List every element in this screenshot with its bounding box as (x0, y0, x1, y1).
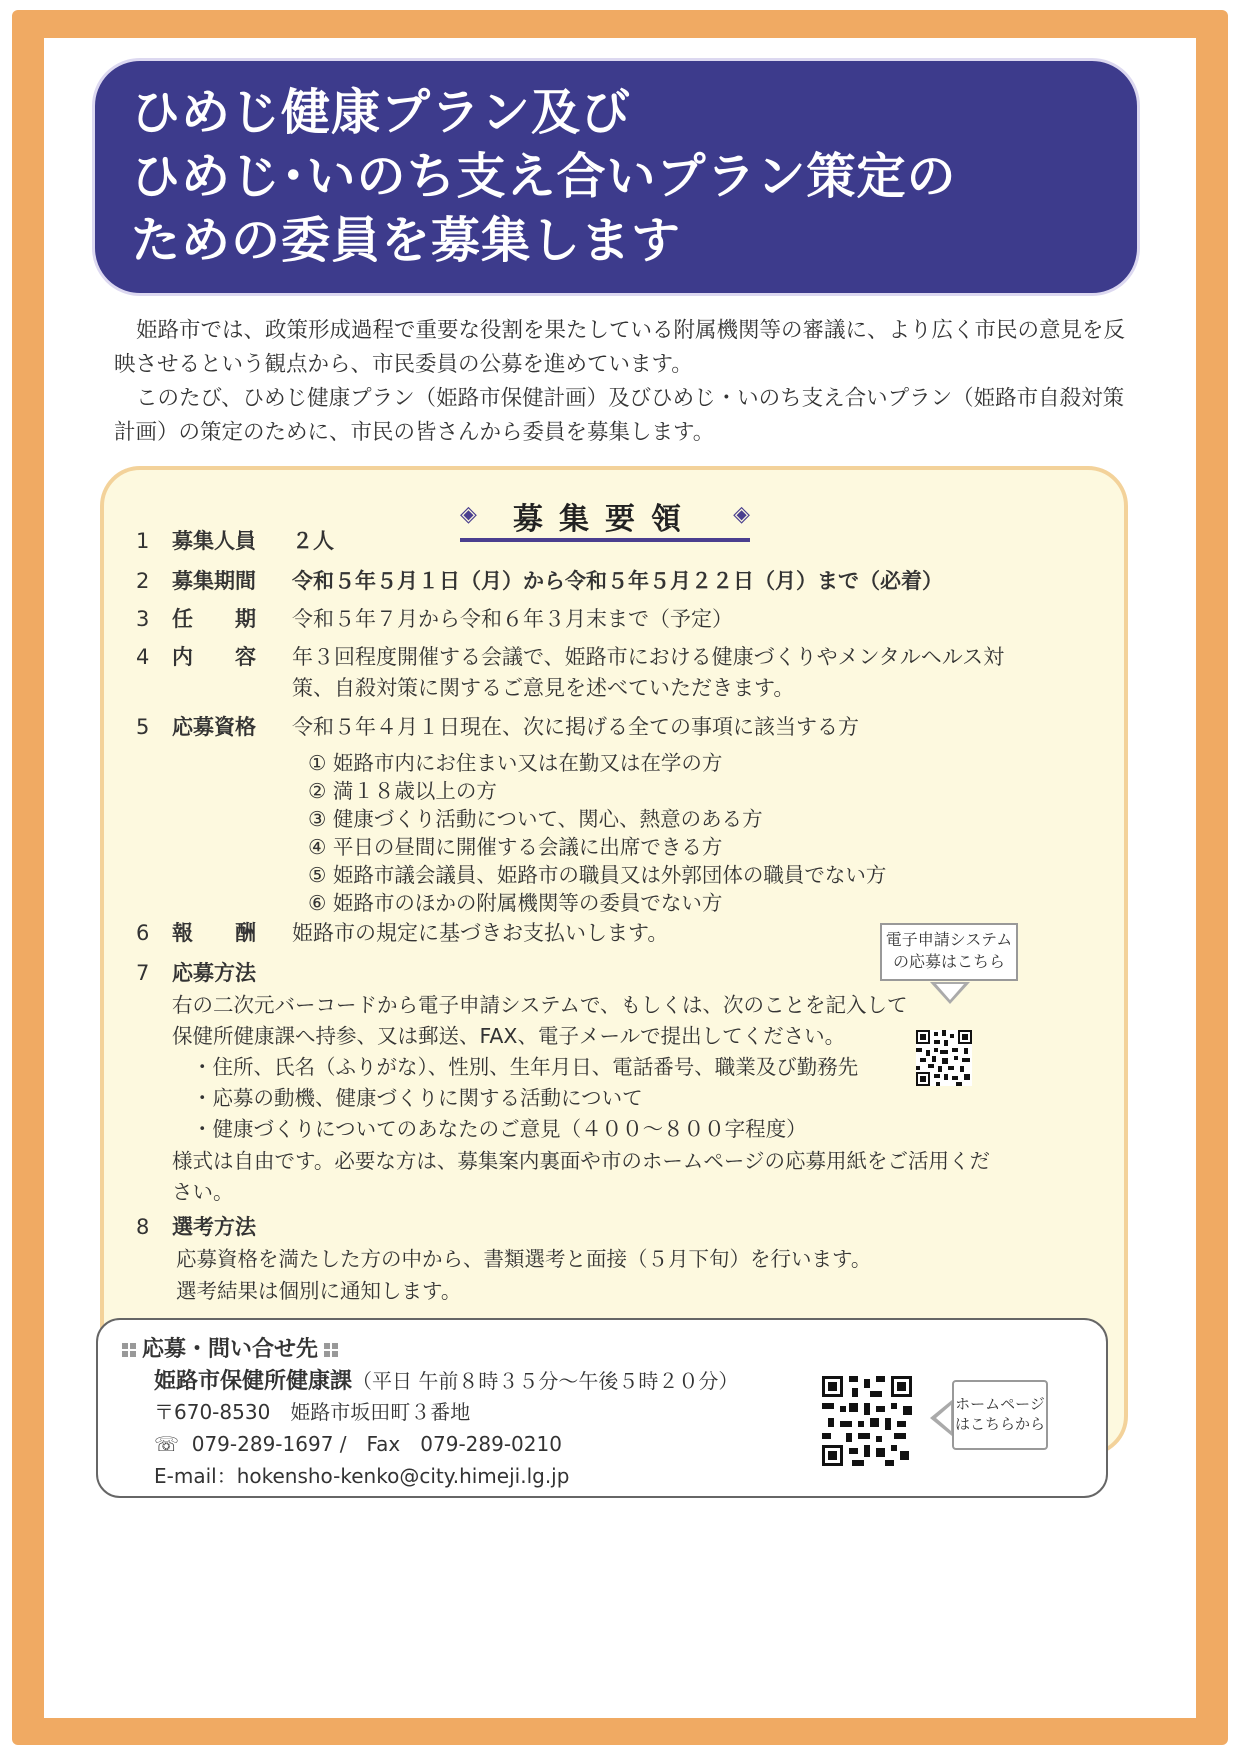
selection-line-1: 応募資格を満たした方の中から、書類選考と面接（５月下旬）を行います。 (176, 1247, 872, 1271)
item-number: 6 (136, 921, 150, 945)
item-number: 4 (136, 645, 150, 669)
callout-line-1: 電子申請システム (885, 930, 1013, 949)
homepage-callout-line-1: ホームページ (955, 1395, 1045, 1413)
item-value: ２人 (292, 529, 334, 553)
contact-department-line (154, 1364, 738, 1395)
item-number: 5 (136, 715, 150, 739)
item-value: 年３回程度開催する会議で、姫路市における健康づくりやメンタルヘルス対 (292, 645, 1005, 669)
item-label: 募集人員 (172, 529, 256, 553)
qualification-1: ① 姫路市内にお住まい又は在勤又は在学の方 (308, 751, 723, 775)
qualification-6: ⑥ 姫路市のほかの附属機関等の委員でない方 (308, 891, 723, 915)
item-number: 2 (136, 569, 150, 593)
intro-text (114, 314, 1144, 450)
selection-line-2: 選考結果は個別に通知します。 (176, 1279, 462, 1303)
item-label: 募集期間 (172, 569, 256, 593)
square-bullet-icon (324, 1343, 338, 1357)
contact-heading (116, 1332, 344, 1363)
method-bullet-2: ・応募の動機、健康づくりに関する活動について (192, 1086, 643, 1110)
square-bullet-icon (122, 1343, 136, 1357)
title-line-3: ための委員を募集します (131, 212, 682, 269)
item-value: 令和５年４月１日現在、次に掲げる全ての事項に該当する方 (292, 715, 859, 739)
office-hours: （平日 午前８時３５分～午後５時２０分） (352, 1369, 739, 1393)
arrow-down-icon (930, 982, 970, 1004)
contact-box (96, 1318, 1108, 1498)
method-line-1: 右の二次元バーコードから電子申請システムで、もしくは、次のことを記入して (172, 993, 908, 1017)
qr-code-homepage[interactable] (822, 1376, 912, 1466)
item-label: 報 酬 (172, 921, 256, 945)
department-name: 姫路市保健所健康課 (154, 1369, 353, 1394)
qualification-4: ④ 平日の昼間に開催する会議に出席できる方 (308, 835, 723, 859)
diamond-icon: ◈ (733, 502, 750, 527)
qualification-5: ⑤ 姫路市議会議員、姫路市の職員又は外郭団体の職員でない方 (308, 863, 887, 887)
method-bullet-1: ・住所、氏名（ふりがな）、性別、生年月日、電話番号、職業及び勤務先 (192, 1055, 859, 1079)
item-value: 令和５年７月から令和６年３月末まで（予定） (292, 607, 733, 631)
item-number: 3 (136, 607, 150, 631)
method-line-7: さい。 (172, 1180, 234, 1204)
title-line-2: ひめじ･いのち支え合いプラン策定の (131, 148, 957, 205)
e-application-callout (880, 923, 1018, 981)
qualification-2: ② 満１８歳以上の方 (308, 779, 497, 803)
item-label: 任 期 (172, 607, 256, 631)
phone-icon: ☏ (154, 1432, 180, 1456)
homepage-callout-line-2: はこちらから (954, 1415, 1045, 1433)
contact-heading-text: 応募・問い合せ先 (142, 1337, 319, 1362)
item-number: 7 (136, 961, 150, 985)
arrow-left-icon (930, 1400, 952, 1436)
contact-address: 〒670-8530 姫路市坂田町３番地 (154, 1400, 471, 1424)
contact-phone-line (154, 1428, 562, 1457)
item-number: 1 (136, 529, 150, 553)
intro-paragraph-1: 姫路市では、政策形成過程で重要な役割を果たしている附属機関等の審議に、より広く市民の意見を反映させるという観点から、市民委員の公募を進めています。 (114, 318, 1126, 377)
item-number: 8 (136, 1215, 150, 1239)
phone-fax-numbers: 079-289-1697 / Fax 079-289-0210 (191, 1432, 562, 1456)
item-value-cont: 策、自殺対策に関するご意見を述べていただきます。 (292, 676, 795, 700)
qualification-3: ③ 健康づくり活動について、関心、熱意のある方 (308, 807, 763, 831)
item-label: 応募方法 (172, 961, 256, 985)
diamond-icon: ◈ (460, 502, 477, 527)
title-line-1: ひめじ健康プラン及び (131, 84, 632, 141)
item-value: 姫路市の規定に基づきお支払いします。 (292, 921, 669, 945)
callout-line-2: の応募はこちら (892, 952, 1005, 971)
homepage-callout (952, 1380, 1048, 1450)
qr-code-application[interactable] (916, 1030, 972, 1086)
method-line-2: 保健所健康課へ持参、又は郵送、FAX、電子メールで提出してください。 (172, 1024, 846, 1048)
intro-paragraph-2: このたび、ひめじ健康プラン（姫路市保健計画）及びひめじ・いのち支え合いプラン（姫路市自殺対策計画）の策定のために、市民の皆さんから委員を募集します。 (114, 386, 1125, 445)
title-banner (92, 58, 1140, 296)
item-label: 選考方法 (172, 1215, 256, 1239)
requirements-heading-text: 募集要領 (513, 502, 697, 537)
item-value: 令和５年５月１日（月）から令和５年５月２２日（月）まで（必着） (292, 569, 943, 593)
method-bullet-3: ・健康づくりについてのあなたのご意見（４００～８００字程度） (192, 1117, 807, 1141)
requirements-heading (460, 494, 750, 542)
contact-email[interactable]: E-mail：hokensho-kenko@city.himeji.lg.jp (154, 1464, 570, 1488)
item-label: 応募資格 (172, 715, 256, 739)
item-label: 内 容 (172, 645, 256, 669)
requirements-box (100, 466, 1128, 1456)
method-line-6: 様式は自由です。必要な方は、募集案内裏面や市のホームページの応募用紙をご活用くだ (172, 1149, 990, 1173)
flyer-sheet (44, 38, 1196, 1718)
